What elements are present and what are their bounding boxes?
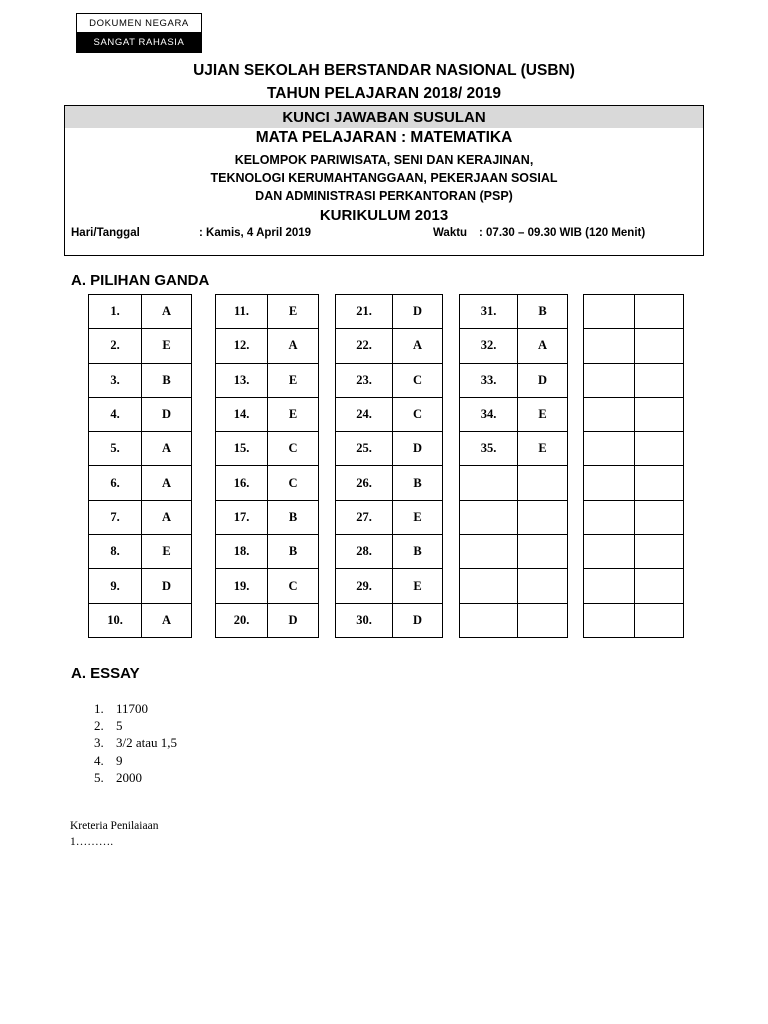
answer-letter: A (142, 432, 192, 466)
answer-row (460, 603, 568, 637)
essay-answer-item (94, 734, 177, 751)
question-number: 2. (89, 329, 142, 363)
question-number: 25. (336, 432, 393, 466)
question-number: 21. (336, 295, 393, 329)
question-number (460, 569, 518, 603)
answer-letter: D (393, 295, 443, 329)
answer-row (584, 535, 684, 569)
essay-number: 2. (94, 718, 104, 734)
essay-heading: A. ESSAY (71, 665, 140, 682)
question-number: 17. (216, 500, 268, 534)
answer-row (336, 295, 443, 329)
answer-table-4 (459, 294, 568, 638)
question-number (460, 500, 518, 534)
criteria-label: Kreteria Penilaiaan (70, 820, 159, 832)
classification-stamp (76, 13, 202, 53)
answer-row (460, 329, 568, 363)
essay-answer: 3/2 atau 1,5 (116, 735, 178, 751)
answer-row (216, 569, 319, 603)
answer-letter: E (518, 432, 568, 466)
essay-answer-item (94, 700, 177, 717)
question-number: 10. (89, 603, 142, 637)
answer-row (336, 329, 443, 363)
group-line-1: KELOMPOK PARIWISATA, SENI DAN KERAJINAN, (234, 153, 534, 167)
question-number: 28. (336, 535, 393, 569)
essay-number: 3. (94, 735, 104, 751)
answer-row (216, 363, 319, 397)
answer-letter (635, 603, 684, 637)
answer-row (584, 397, 684, 431)
answer-letter: E (268, 397, 319, 431)
answer-row (584, 329, 684, 363)
answer-row (584, 569, 684, 603)
essay-answer: 11700 (116, 701, 149, 716)
answer-row (584, 432, 684, 466)
answer-row (89, 295, 192, 329)
group-line-2: TEKNOLOGI KERUMAHTANGGAAN, PEKERJAAN SOSIAL (210, 171, 558, 185)
answer-letter: D (518, 363, 568, 397)
question-number: 24. (336, 397, 393, 431)
answer-row (89, 397, 192, 431)
answer-letter (635, 295, 684, 329)
answer-row (336, 466, 443, 500)
answer-row (336, 603, 443, 637)
question-number: 31. (460, 295, 518, 329)
essay-answer-item (94, 717, 177, 734)
question-number: 7. (89, 500, 142, 534)
question-number (584, 295, 635, 329)
answer-row (89, 432, 192, 466)
answer-letter (635, 500, 684, 534)
question-number: 13. (216, 363, 268, 397)
answer-row (460, 295, 568, 329)
answer-row (460, 432, 568, 466)
question-number: 33. (460, 363, 518, 397)
time-value: : 07.30 – 09.30 WIB (120 Menit) (479, 227, 646, 239)
answer-letter (518, 603, 568, 637)
answer-letter: B (268, 500, 319, 534)
answer-row (336, 432, 443, 466)
answer-letter: D (393, 603, 443, 637)
answer-row (89, 363, 192, 397)
answer-row (584, 363, 684, 397)
multiple-choice-heading: A. PILIHAN GANDA (71, 272, 210, 289)
question-number (584, 363, 635, 397)
answer-letter: D (268, 603, 319, 637)
answer-table-5 (583, 294, 684, 638)
answer-letter: A (518, 329, 568, 363)
answer-row (336, 397, 443, 431)
question-number: 18. (216, 535, 268, 569)
stamp-secret-label: SANGAT RAHASIA (76, 33, 202, 53)
question-number: 11. (216, 295, 268, 329)
answer-letter: A (268, 329, 319, 363)
question-number: 32. (460, 329, 518, 363)
question-number (584, 397, 635, 431)
time-label: Waktu (433, 227, 468, 239)
answer-row (584, 500, 684, 534)
question-number: 1. (89, 295, 142, 329)
answer-letter: E (142, 329, 192, 363)
question-number: 3. (89, 363, 142, 397)
answer-row (216, 432, 319, 466)
essay-number: 4. (94, 752, 104, 768)
answer-row (216, 466, 319, 500)
question-number: 35. (460, 432, 518, 466)
question-number: 29. (336, 569, 393, 603)
answer-letter: A (142, 466, 192, 500)
answer-letter: D (142, 397, 192, 431)
question-number: 22. (336, 329, 393, 363)
answer-letter: E (393, 500, 443, 534)
curriculum-heading: KURIKULUM 2013 (319, 207, 449, 224)
question-number: 6. (89, 466, 142, 500)
answer-row (460, 569, 568, 603)
answer-row (216, 329, 319, 363)
question-number: 9. (89, 569, 142, 603)
essay-answer: 9 (116, 752, 123, 768)
answer-letter: B (268, 535, 319, 569)
question-number (584, 329, 635, 363)
answer-row (89, 466, 192, 500)
answer-letter: E (393, 569, 443, 603)
answer-letter (518, 569, 568, 603)
group-line-3: DAN ADMINISTRASI PERKANTORAN (PSP) (255, 189, 513, 203)
answer-letter (635, 569, 684, 603)
question-number: 20. (216, 603, 268, 637)
answer-row (89, 569, 192, 603)
answer-row (336, 569, 443, 603)
stamp-document-label: DOKUMEN NEGARA (76, 13, 202, 33)
question-number (584, 466, 635, 500)
answer-row (216, 603, 319, 637)
answer-letter (635, 363, 684, 397)
question-number: 4. (89, 397, 142, 431)
essay-answer-item (94, 752, 177, 769)
essay-answer: 2000 (116, 769, 142, 785)
answer-letter: C (268, 569, 319, 603)
criteria-first-item: 1………. (70, 836, 114, 848)
question-number (584, 500, 635, 534)
answer-row (89, 535, 192, 569)
answer-letter (518, 500, 568, 534)
answer-letter: D (142, 569, 192, 603)
answer-letter: E (268, 295, 319, 329)
answer-letter: C (268, 466, 319, 500)
question-number (460, 466, 518, 500)
answer-row (460, 466, 568, 500)
answer-key-heading: KUNCI JAWABAN SUSULAN (65, 106, 703, 128)
question-number: 5. (89, 432, 142, 466)
day-label: Hari/Tanggal (71, 227, 140, 239)
academic-year: TAHUN PELAJARAN 2018/ 2019 (266, 85, 501, 102)
answer-row (584, 466, 684, 500)
answer-letter: A (142, 295, 192, 329)
answer-letter (635, 535, 684, 569)
answer-letter: C (268, 432, 319, 466)
essay-answer-item (94, 769, 177, 786)
day-value: : Kamis, 4 April 2019 (199, 227, 312, 239)
question-number: 27. (336, 500, 393, 534)
answer-letter (518, 535, 568, 569)
question-number (584, 569, 635, 603)
answer-row (89, 329, 192, 363)
answer-letter: E (142, 535, 192, 569)
question-number (460, 603, 518, 637)
answer-letter: E (268, 363, 319, 397)
answer-row (460, 500, 568, 534)
essay-number: 1. (94, 701, 104, 716)
question-number: 14. (216, 397, 268, 431)
exam-title: UJIAN SEKOLAH BERSTANDAR NASIONAL (USBN) (193, 62, 575, 79)
answer-row (89, 603, 192, 637)
answer-letter (635, 329, 684, 363)
answer-row (216, 295, 319, 329)
answer-letter (518, 466, 568, 500)
question-number (584, 535, 635, 569)
answer-letter: E (518, 397, 568, 431)
exam-header-box (64, 105, 704, 256)
answer-letter: B (393, 535, 443, 569)
question-number: 26. (336, 466, 393, 500)
answer-row (216, 397, 319, 431)
answer-row (584, 295, 684, 329)
answer-table-3 (335, 294, 443, 638)
essay-answer-list (94, 700, 177, 786)
question-number: 12. (216, 329, 268, 363)
answer-table-2 (215, 294, 319, 638)
answer-letter: B (142, 363, 192, 397)
question-number (584, 603, 635, 637)
question-number: 16. (216, 466, 268, 500)
answer-row (460, 397, 568, 431)
answer-letter (635, 397, 684, 431)
answer-row (336, 363, 443, 397)
answer-row (460, 535, 568, 569)
answer-letter: A (142, 500, 192, 534)
answer-letter: A (393, 329, 443, 363)
essay-number: 5. (94, 769, 104, 785)
answer-letter: D (393, 432, 443, 466)
answer-row (336, 535, 443, 569)
answer-row (216, 500, 319, 534)
question-number: 8. (89, 535, 142, 569)
essay-answer: 5 (116, 718, 123, 734)
answer-letter: C (393, 397, 443, 431)
answer-letter (635, 466, 684, 500)
question-number (584, 432, 635, 466)
question-number: 15. (216, 432, 268, 466)
answer-letter (635, 432, 684, 466)
question-number: 34. (460, 397, 518, 431)
question-number: 19. (216, 569, 268, 603)
subject-heading: MATA PELAJARAN : MATEMATIKA (255, 129, 513, 146)
answer-letter: B (393, 466, 443, 500)
answer-row (584, 603, 684, 637)
answer-row (460, 363, 568, 397)
answer-table-1 (88, 294, 192, 638)
answer-row (216, 535, 319, 569)
answer-row (336, 500, 443, 534)
question-number: 23. (336, 363, 393, 397)
question-number (460, 535, 518, 569)
answer-letter: C (393, 363, 443, 397)
question-number: 30. (336, 603, 393, 637)
answer-letter: B (518, 295, 568, 329)
answer-letter: A (142, 603, 192, 637)
answer-row (89, 500, 192, 534)
